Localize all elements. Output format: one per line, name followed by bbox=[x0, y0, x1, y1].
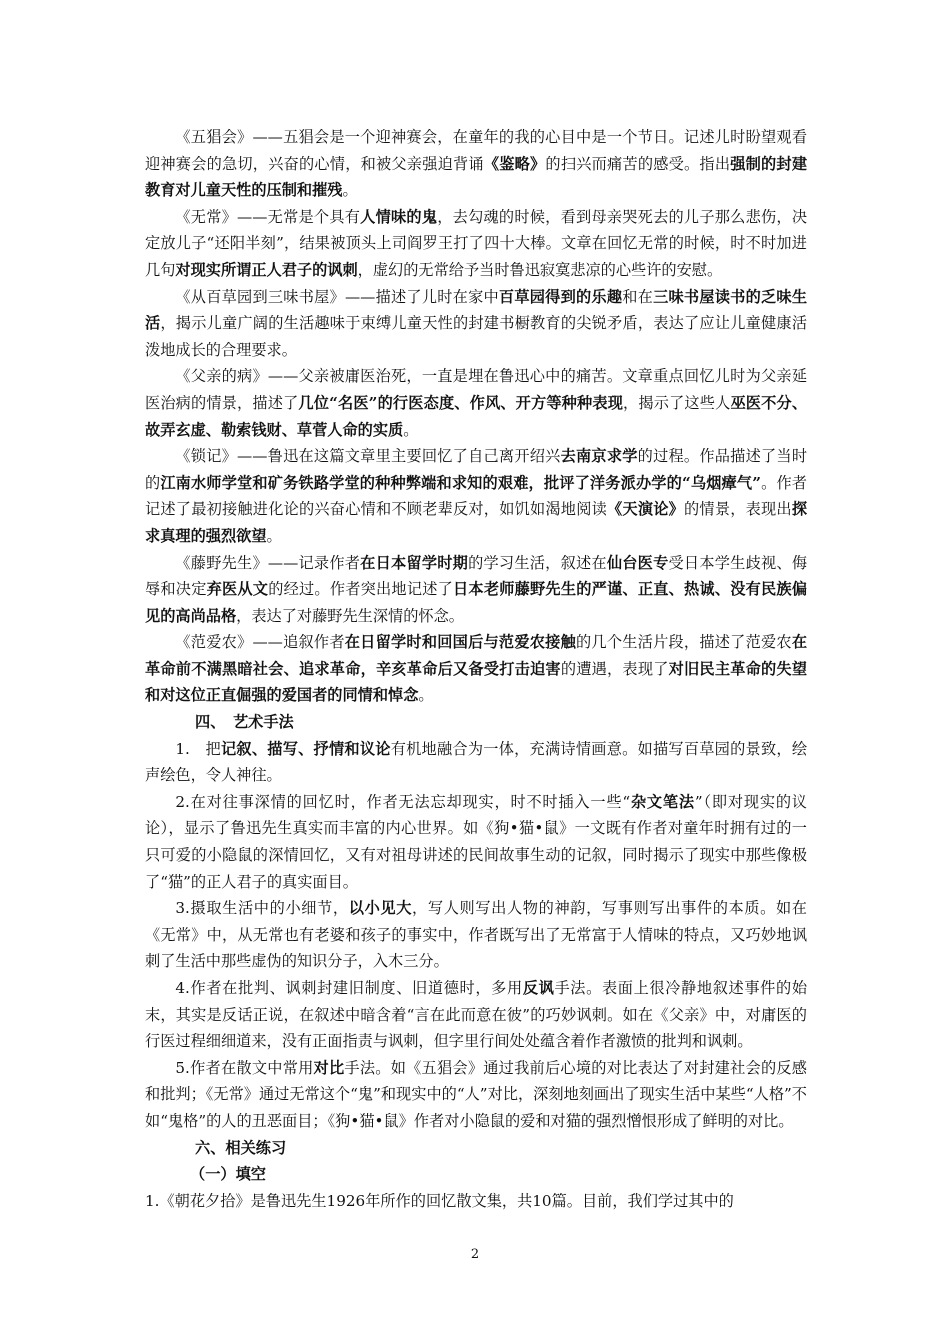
bold-text: 几位“名医”的行医态度、作风、开方等种种表现 bbox=[298, 393, 624, 412]
paragraph bbox=[145, 789, 807, 895]
text-run: 的过程。作品描述了当时的 bbox=[145, 447, 808, 492]
text-run: 的经过。作者突出地记述了 bbox=[268, 580, 454, 599]
section-heading bbox=[145, 1135, 807, 1162]
text-run: 《范爱农》——追叙作者 bbox=[175, 633, 345, 652]
bold-text: 强制的封建教育对儿童天性的压制和摧残 bbox=[145, 154, 808, 200]
text-run: ，写人则写出人物的神韵，写事则写出事件的本质。如在《无常》中，从无常也有老婆和孩子的事实中，作者既写出了无常富于人情味的特点，又巧妙地讽刺了生活中那些虚伪的知识分子，入木三分。 bbox=[145, 899, 807, 971]
paragraph bbox=[145, 443, 807, 549]
text-run: 1. 把 bbox=[175, 739, 221, 758]
text-run: 。 bbox=[266, 526, 282, 545]
text-run: 《五猖会》——五猖会是一个迎神赛会，在童年的我的心目中是一个节日。记述儿时盼望观看迎神赛会的急切，兴奋的心情，和被父亲强迫背诵 bbox=[145, 128, 807, 173]
text-run: 手法。表面上很冷静地叙述事件的始末，其实是反话正说，在叙述中暗含着“言在此而意在彼”的巧妙讽刺。如在《父亲》中，对庸医的行医过程细细道来，没有正面指责与讽刺，但字里行间处处蕴含着作者激愤的批判和讽刺。 bbox=[145, 979, 808, 1051]
text-run: ”（即对现实的议论），显示了鲁迅先生真实而丰富的内心世界。如《狗•猫•鼠》一文既有作者对童年时拥有过的一只可爱的小隐鼠的深情回忆，又有对祖母讲述的民间故事生动的记叙，同时揭示了现实中那些像极了“猫”的正人君子的真实面目。 bbox=[145, 792, 807, 891]
text-run: 和在 bbox=[622, 287, 654, 306]
paragraph bbox=[145, 363, 807, 443]
bold-text: 《天演论》 bbox=[607, 500, 685, 519]
text-run: 的几个生活片段，描述了范爱农 bbox=[576, 633, 792, 652]
paragraph bbox=[145, 895, 807, 975]
text-run: 的扫兴而痛苦的感受。指出 bbox=[545, 154, 731, 173]
paragraph bbox=[145, 124, 807, 204]
text-run: 。 bbox=[403, 420, 419, 439]
text-run: 5.作者在散文中常用 bbox=[175, 1058, 314, 1077]
text-run: 4.作者在批判、讽刺封建旧制度、旧道德时，多用 bbox=[175, 979, 523, 997]
bold-text: 江南水师学堂和矿务铁路学堂的种种弊端和求知的艰难，批评了洋务派办学的“乌烟瘴气” bbox=[160, 473, 761, 492]
bold-text: 日本老师藤野先生的严谨、正直、热诚、没有民族偏见的高尚品格 bbox=[145, 580, 808, 625]
text-run: ，虚幻的无常给予当时鲁迅寂寞悲凉的心些许的安慰。 bbox=[357, 260, 723, 279]
page-number: 2 bbox=[470, 1247, 480, 1262]
bold-text: 百草园得到的乐趣 bbox=[498, 287, 623, 306]
bold-text: 在日本留学时期 bbox=[360, 553, 469, 572]
bold-text: 对旧民主革命的失望和对这位正直倔强的爱国者的同情和悼念 bbox=[145, 659, 808, 705]
paragraph bbox=[145, 550, 807, 630]
section-heading bbox=[145, 709, 807, 736]
text-run: 1.《朝花夕拾》是鲁迅先生1926年所作的回忆散文集，共10篇。目前，我们学过其中的 bbox=[145, 1191, 734, 1210]
text-run: 的遭遇，表现了 bbox=[560, 659, 669, 678]
bold-text: 四、 艺术手法 bbox=[195, 713, 294, 732]
paragraph bbox=[145, 1055, 807, 1135]
bold-text: 反讽 bbox=[522, 979, 555, 997]
text-run: ，去勾魂的时候，看到母亲哭死去的儿子那么悲伤，决定放儿子“还阳半刻”，结果被顶头上司阎罗王打了四十大棒。文章在回忆无常的时候，时不时加进几句 bbox=[145, 207, 808, 279]
paragraph bbox=[145, 629, 807, 709]
text-run: 。 bbox=[418, 686, 434, 705]
paragraph bbox=[145, 736, 807, 789]
bold-text: 去南京求学 bbox=[560, 447, 638, 466]
bold-text: 六、相关练习 bbox=[195, 1138, 287, 1157]
text-run: ，揭示儿童广阔的生活趣味于束缚儿童天性的封建书橱教育的尖锐矛盾，表达了应让儿童健康活泼地成长的合理要求。 bbox=[145, 314, 808, 359]
section-heading bbox=[145, 1161, 807, 1188]
bold-text: 仙台医专 bbox=[606, 553, 669, 572]
paragraph bbox=[145, 204, 807, 284]
bold-text: 《鉴略》 bbox=[483, 154, 546, 173]
bold-text: 对比 bbox=[313, 1058, 345, 1077]
bold-text: （一）填空 bbox=[190, 1165, 266, 1184]
bold-text: 弃医从文 bbox=[206, 580, 269, 599]
bold-text: 在日留学时和回国后与范爱农接触 bbox=[344, 633, 576, 652]
bold-text: 三味书屋读书的乏味生活 bbox=[145, 287, 808, 333]
document-body bbox=[145, 124, 807, 1214]
bold-text: 对现实所谓正人君子的讽刺 bbox=[175, 260, 358, 279]
text-run: 《父亲的病》——父亲被庸医治死，一直是埋在鲁迅心中的痛苦。文章重点回忆儿时为父亲延医治病的情景，描述了 bbox=[145, 367, 807, 412]
text-run: ，表达了对藤野先生深情的怀念。 bbox=[236, 606, 464, 625]
text-run: 的情景，表现出 bbox=[684, 500, 792, 519]
text-run: 3.摄取生活中的小细节， bbox=[175, 899, 349, 918]
bold-text: 记叙、描写、抒情和议论 bbox=[220, 739, 391, 758]
text-run: 《锁记》——鲁迅在这篇文章里主要回忆了自己离开绍兴 bbox=[175, 447, 561, 466]
paragraph bbox=[145, 1188, 807, 1215]
text-run: 2.在对往事深情的回忆时，作者无法忘却现实，时不时插入一些“ bbox=[175, 792, 631, 811]
paragraph bbox=[145, 284, 807, 364]
bold-text: 探求真理的强烈欲望 bbox=[145, 500, 808, 545]
text-run: 的学习生活，叙述在 bbox=[468, 553, 607, 572]
text-run: 《从百草园到三味书屋》——描述了儿时在家中 bbox=[175, 287, 499, 306]
paragraph bbox=[145, 975, 807, 1055]
text-run: 。 bbox=[342, 181, 358, 200]
bold-text: 以小见大 bbox=[348, 899, 413, 918]
text-run: 受日本学生歧视、侮辱和决定 bbox=[145, 553, 808, 599]
text-run: 有机地融合为一体，充满诗情画意。如描写百草园的景致，绘声绘色，令人神往。 bbox=[145, 739, 808, 785]
text-run: 《藤野先生》——记录作者 bbox=[175, 553, 361, 572]
text-run: 。作者记述了最初接触进化论的兴奋心情和不顾老辈反对，如饥如渴地阅读 bbox=[145, 473, 807, 519]
text-run: 手法。如《五猖会》通过我前后心境的对比表达了对封建社会的反感和批判；《无常》通过无常这个“鬼”和现实中的“人”对比，深刻地刻画出了现实生活中某些“人格”不如“鬼格”的人的丑恶面目；《狗•猫•鼠》作者对小隐鼠的爱和对猫的强烈憎恨形成了鲜明的对比。 bbox=[145, 1058, 807, 1130]
bold-text: 在革命前不满黑暗社会、追求革命，辛亥革命后又备受打击迫害 bbox=[145, 633, 808, 678]
bold-text: 杂文笔法 bbox=[630, 792, 695, 811]
text-run: 《无常》——无常是个具有 bbox=[175, 207, 361, 226]
bold-text: 人情味的鬼 bbox=[360, 207, 438, 226]
text-run: ，揭示了这些人 bbox=[623, 393, 731, 412]
bold-text: 巫医不分、故弄玄虚、勒索钱财、草菅人命的实质 bbox=[145, 393, 808, 439]
